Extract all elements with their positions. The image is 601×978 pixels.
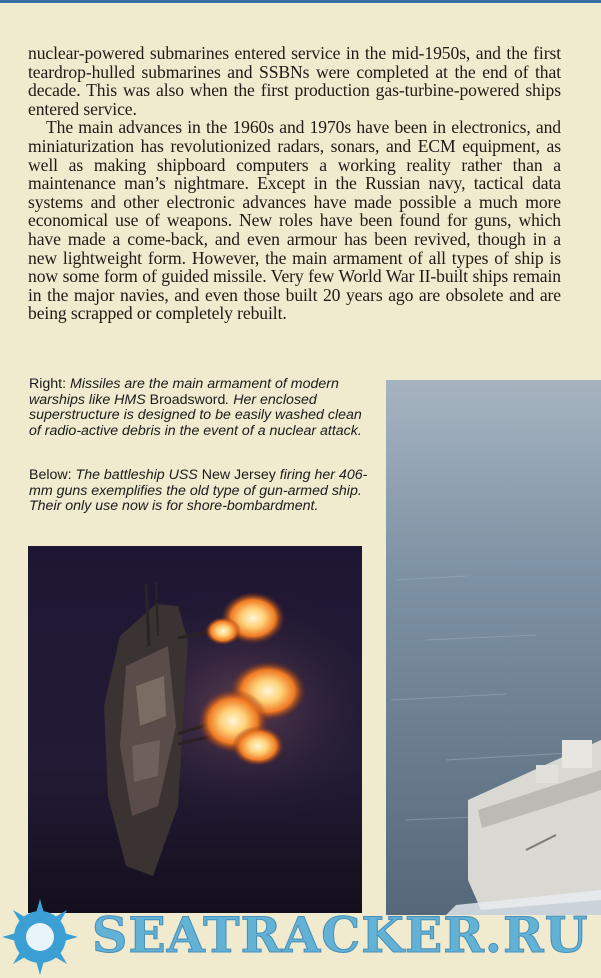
caption-below-lead: Below: [29, 467, 76, 483]
watermark-text: SEATRACKER.RU [92, 906, 589, 964]
top-border [0, 0, 601, 3]
caption-below-text-1: The battleship USS [75, 467, 202, 483]
caption-right-text-1: Missiles are the main armament of modern warships like HMS [29, 376, 339, 408]
ship-wheel-icon [0, 893, 86, 978]
caption-right-lead: Right: [29, 376, 71, 392]
body-paragraph-1: nuclear-powered submarines entered service in the mid-1950s, and the first teardrop-hulled submarines and SSBNs were completed at the end of that decade. This was also when the first production gas-turbine-powered ships entered service. [28, 43, 561, 119]
battleship-photo [28, 546, 362, 913]
caption-right-text-2: . Her enclosed superstructure is designed to be easily washed clean of radio-active debris in the event of a nuclear attack. [29, 391, 362, 439]
body-text [28, 44, 561, 323]
caption-right [29, 377, 369, 439]
caption-below [29, 468, 369, 515]
caption-below-text-2: firing her 406-mm guns exemplifies the old type of gun-armed ship. Their only use now is for shore-bombardment. [29, 467, 368, 515]
caption-below-ship-name: New Jersey [201, 467, 276, 483]
body-paragraph-2: The main advances in the 1960s and 1970s have been in electronics, and miniaturization has revolutionized radars, sonars, and ECM equipment, as well as making shipboard computers a working reality rather than a maintenance man’s nightmare. Except in the Russian navy, tactical data systems and other electronic advances have made possible a much more economical use of weapons. New roles have been found for guns, which have made a come-back, and even armour has been revived, though in a new lightweight form. However, the main armament of all types of ship is now some form of guided missile. Very few World War II-built ships remain in the major navies, and even those built 20 years ago are obsolete and are being scrapped or completely rebuilt. [28, 117, 561, 324]
broadsword-photo [386, 380, 601, 915]
caption-right-ship-name: Broadsword [149, 391, 226, 408]
